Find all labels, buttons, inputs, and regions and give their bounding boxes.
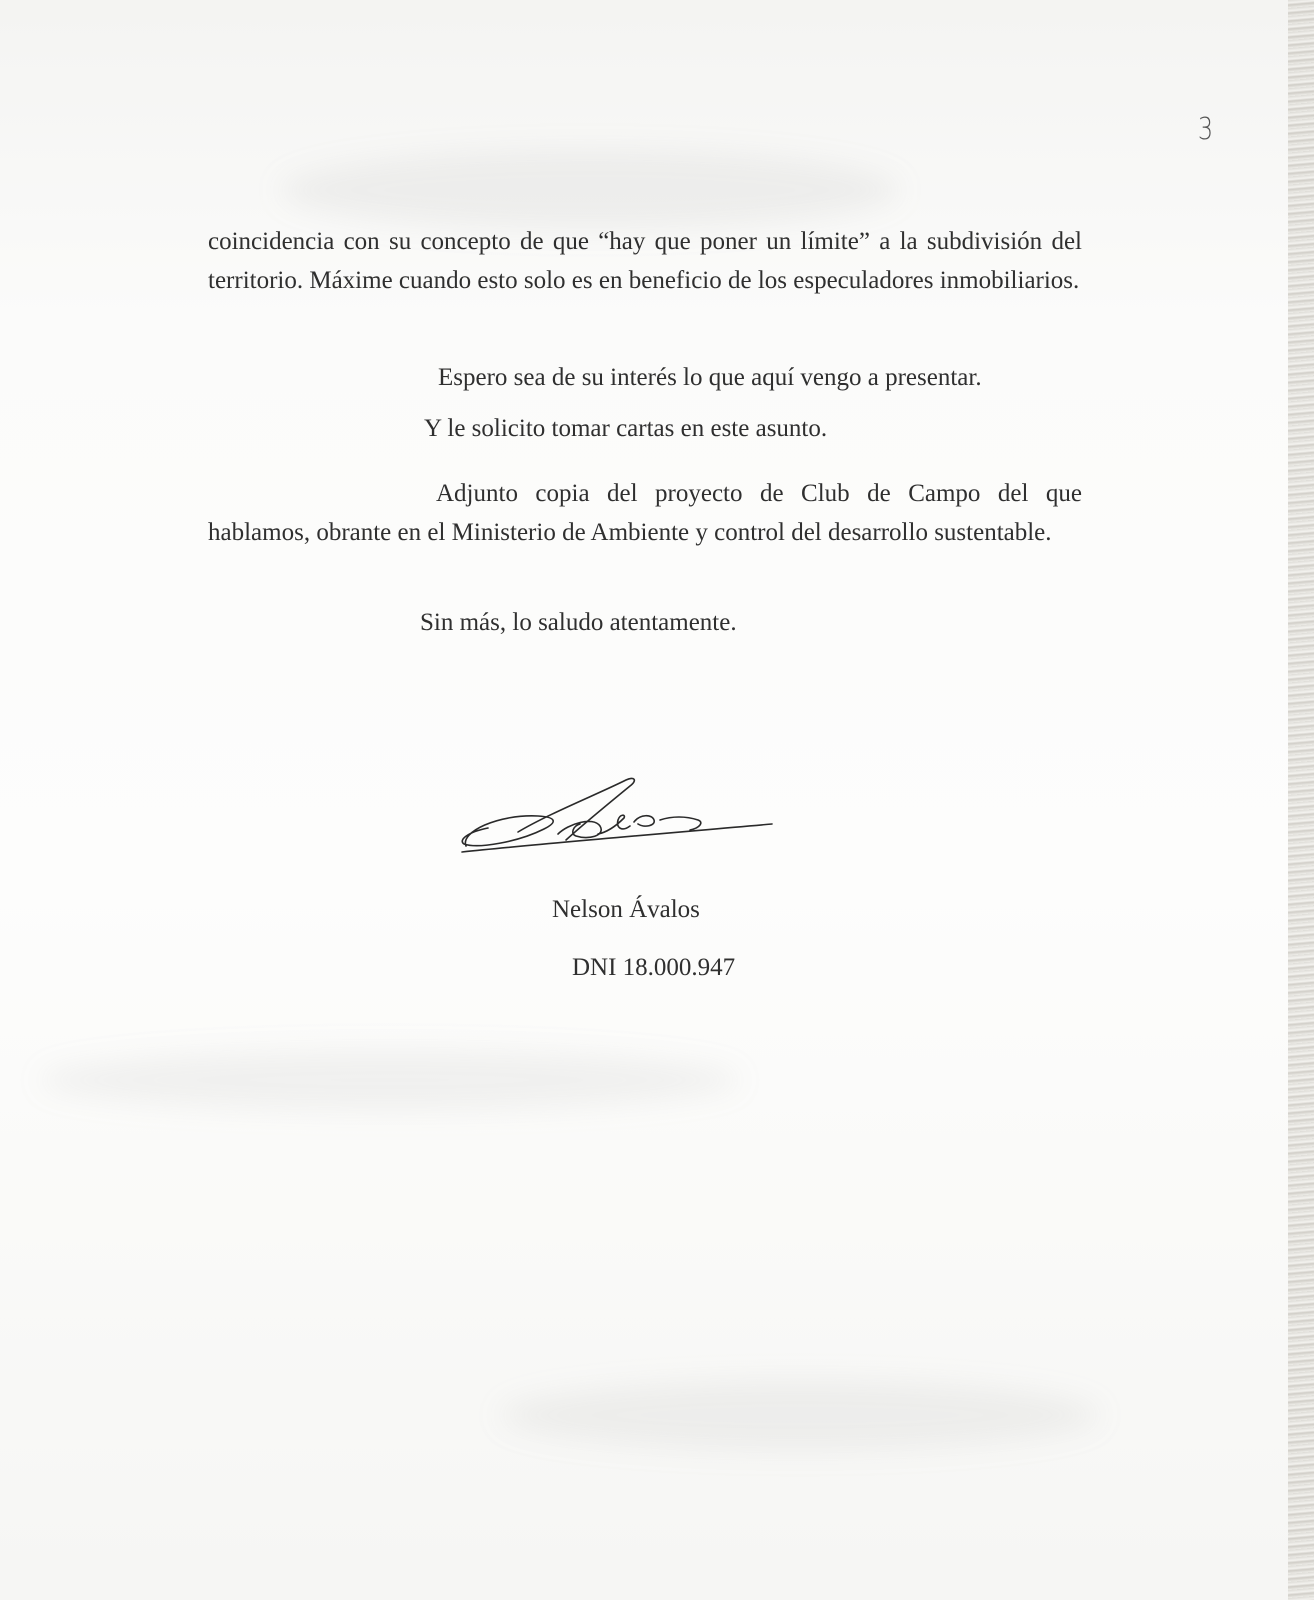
signatory-dni: DNI 18.000.947 [572, 954, 736, 981]
paragraph-attachment: Adjunto copia del proyecto de Club de Campo del que hablamos, obrante en el Ministerio de Ambiente y control del desarrollo sustentable. [208, 480, 1082, 546]
scan-smudge [500, 1380, 1100, 1450]
paragraph-closing: Sin más, lo saludo atentamente. [420, 609, 737, 636]
scan-page-edge [1288, 0, 1314, 1600]
paragraph-interest: Espero sea de su interés lo que aquí vengo a presentar. [438, 364, 982, 391]
signatory-name: Nelson Ávalos [552, 896, 700, 923]
page-number: 3 [1197, 112, 1214, 147]
paragraph-continuation: coincidencia con su concepto de que “hay que poner un límite” a la subdivisión del territorio. Máxime cuando esto solo es en beneficio de los especuladores inmobiliarios. [208, 228, 1082, 294]
scan-smudge [280, 150, 900, 230]
paragraph-request: Y le solicito tomar cartas en este asunto. [424, 415, 828, 442]
handwritten-signature [458, 774, 788, 874]
scan-smudge [40, 1050, 740, 1110]
